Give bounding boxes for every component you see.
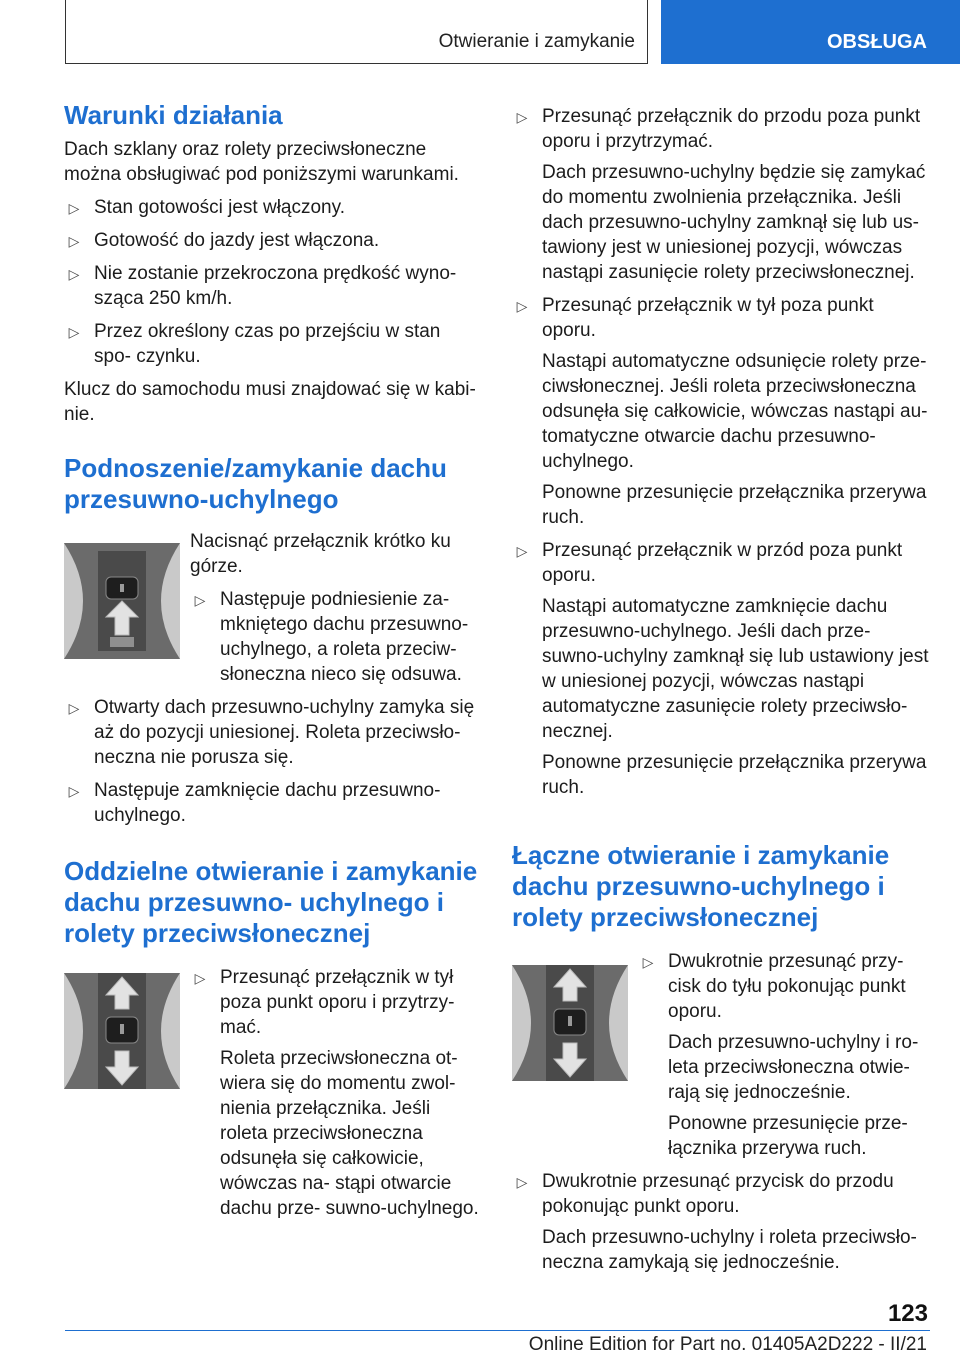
paragraph-key-note: Klucz do samochodu musi znajdować się w kabi‐ nie. — [64, 379, 476, 425]
heading-combined-open-close: Łączne otwieranie i zamykanie dachu przesuwno-uchylnego i rolety przeciwsłonecznej — [512, 840, 890, 932]
paragraph-detail: Dach przesuwno-uchylny i ro‐ leta przeciwsłoneczna otwie‐ rają się jednocześnie. — [668, 1032, 919, 1103]
heading-raise-close-roof: Podnoszenie/zamykanie dachu przesuwno-uchylnego — [64, 453, 447, 514]
footer-edition: Online Edition for Part no. 01405A2D222 - II/21 — [528, 1334, 927, 1355]
bullet-triangle-icon: ▷ — [68, 700, 80, 716]
paragraph-detail: Ponowne przesunięcie przełącznika przerywa ruch. — [542, 752, 927, 798]
paragraph-detail: Roleta przeciwsłoneczna ot‐ wiera się do momentu zwol‐ nienia przełącznika. Jeśli roleta przeciwsłoneczna odsunęła się całkowicie, wówczas na‐ stąpi otwarcie dachu prze‐ suwno-uchylnego. — [220, 1048, 479, 1219]
bullet-triangle-icon: ▷ — [68, 233, 80, 249]
heading-separate-open-close: Oddzielne otwieranie i zamykanie dachu przesuwno- uchylnego i rolety przeciwsłonecznej — [64, 856, 478, 948]
paragraph-detail: Nastąpi automatyczne odsunięcie rolety prze‐ ciwsłonecznej. Jeśli roleta przeciwsłoneczna odsunęła się całkowicie, wówczas nastąpi au‐ tomatyczne otwarcie dachu przesuwno- uchylnego. — [542, 351, 928, 472]
list-item: ▷ Dwukrotnie przesunąć przy‐ cisk do tyłu pokonując punkt oporu. — [638, 949, 932, 1024]
paragraph-detail: Ponowne przesunięcie przełącznika przerywa ruch. — [542, 482, 927, 528]
paragraph-detail: Dach przesuwno-uchylny i roleta przeciwsło‐ neczna zamykają się jednocześnie. — [542, 1227, 917, 1273]
paragraph-press-switch: Nacisnąć przełącznik krótko ku górze. — [190, 531, 451, 577]
list-item: ▷ Gotowość do jazdy jest włączona. — [64, 228, 482, 253]
bullet-triangle-icon: ▷ — [516, 109, 528, 125]
heading-operating-conditions: Warunki działania — [64, 100, 283, 130]
figure-row-combined — [512, 949, 932, 1161]
page-number: 123 — [887, 1300, 928, 1327]
roof-switch-double-image — [512, 965, 628, 1081]
figure-row-separate — [64, 965, 482, 1221]
header-tab-box — [661, 0, 960, 64]
header-section-tab: OBSŁUGA — [827, 31, 927, 53]
bullet-triangle-icon: ▷ — [68, 783, 80, 799]
list-item: ▷ Przesunąć przełącznik w tył poza punkt oporu i przytrzy‐ mać. — [190, 965, 482, 1040]
list-item: ▷ Dwukrotnie przesunąć przycisk do przodu pokonując punkt oporu. — [512, 1169, 932, 1219]
header-title-box — [65, 0, 648, 64]
list-item: ▷ Otwarty dach przesuwno-uchylny zamyka się aż do pozycji uniesionej. Roleta przeciwsło‐ neczna nie porusza się. — [64, 695, 482, 770]
list-item: ▷ Przesunąć przełącznik do przodu poza punkt oporu i przytrzymać. — [512, 104, 932, 154]
header-title: Otwieranie i zamykanie — [438, 31, 635, 52]
list-item: ▷ Następuje podniesienie za‐ mkniętego dachu przesuwno- uchylnego, a roleta przeciw‐ słoneczna nieco się odsuwa. — [190, 587, 482, 687]
figure-row-raise — [64, 529, 482, 687]
bullet-triangle-icon: ▷ — [68, 324, 80, 340]
paragraph-detail: Ponowne przesunięcie prze‐ łącznika przerywa ruch. — [668, 1113, 908, 1159]
paragraph-detail: Nastąpi automatyczne zamknięcie dachu przesuwno-uchylnego. Jeśli dach prze‐ suwno-uchylny zamknął się lub ustawiony jest w uniesionej pozycji, wówczas nastąpi automatyczne zasunięcie rolety przeciwsło‐ necznej. — [542, 596, 929, 742]
paragraph-intro: Dach szklany oraz rolety przeciwsłoneczne można obsługiwać pod poniższymi warunkami. — [64, 139, 459, 185]
bullet-triangle-icon: ▷ — [68, 266, 80, 282]
bullet-triangle-icon: ▷ — [68, 200, 80, 216]
bullet-triangle-icon: ▷ — [516, 298, 528, 314]
bullet-triangle-icon: ▷ — [516, 1174, 528, 1190]
roof-switch-back-image — [64, 973, 180, 1089]
roof-switch-up-image — [64, 543, 180, 659]
bullet-triangle-icon: ▷ — [642, 954, 654, 970]
bullet-triangle-icon: ▷ — [516, 543, 528, 559]
bullet-triangle-icon: ▷ — [194, 970, 206, 986]
left-column — [64, 100, 482, 1221]
list-item: ▷ Przez określony czas po przejściu w stan spo‐ czynku. — [64, 319, 482, 369]
list-item: ▷ Stan gotowości jest włączony. — [64, 195, 482, 220]
right-column — [512, 104, 932, 1275]
paragraph-detail: Dach przesuwno-uchylny będzie się zamykać do momentu zwolnienia przełącznika. Jeśli dach przesuwno-uchylny zamknął się lub us‐ tawiony jest w uniesionej pozycji, wówczas nastąpi zasunięcie rolety przeciwsłonecznej. — [542, 162, 926, 283]
list-item: ▷ Nie zostanie przekroczona prędkość wyno‐ sząca 250 km/h. — [64, 261, 482, 311]
list-item: ▷ Przesunąć przełącznik w tył poza punkt oporu. — [512, 293, 932, 343]
bullet-triangle-icon: ▷ — [194, 592, 206, 608]
list-item: ▷ Przesunąć przełącznik w przód poza punkt oporu. — [512, 538, 932, 588]
footer-divider — [65, 1330, 930, 1331]
list-item: ▷ Następuje zamknięcie dachu przesuwno- uchylnego. — [64, 778, 482, 828]
